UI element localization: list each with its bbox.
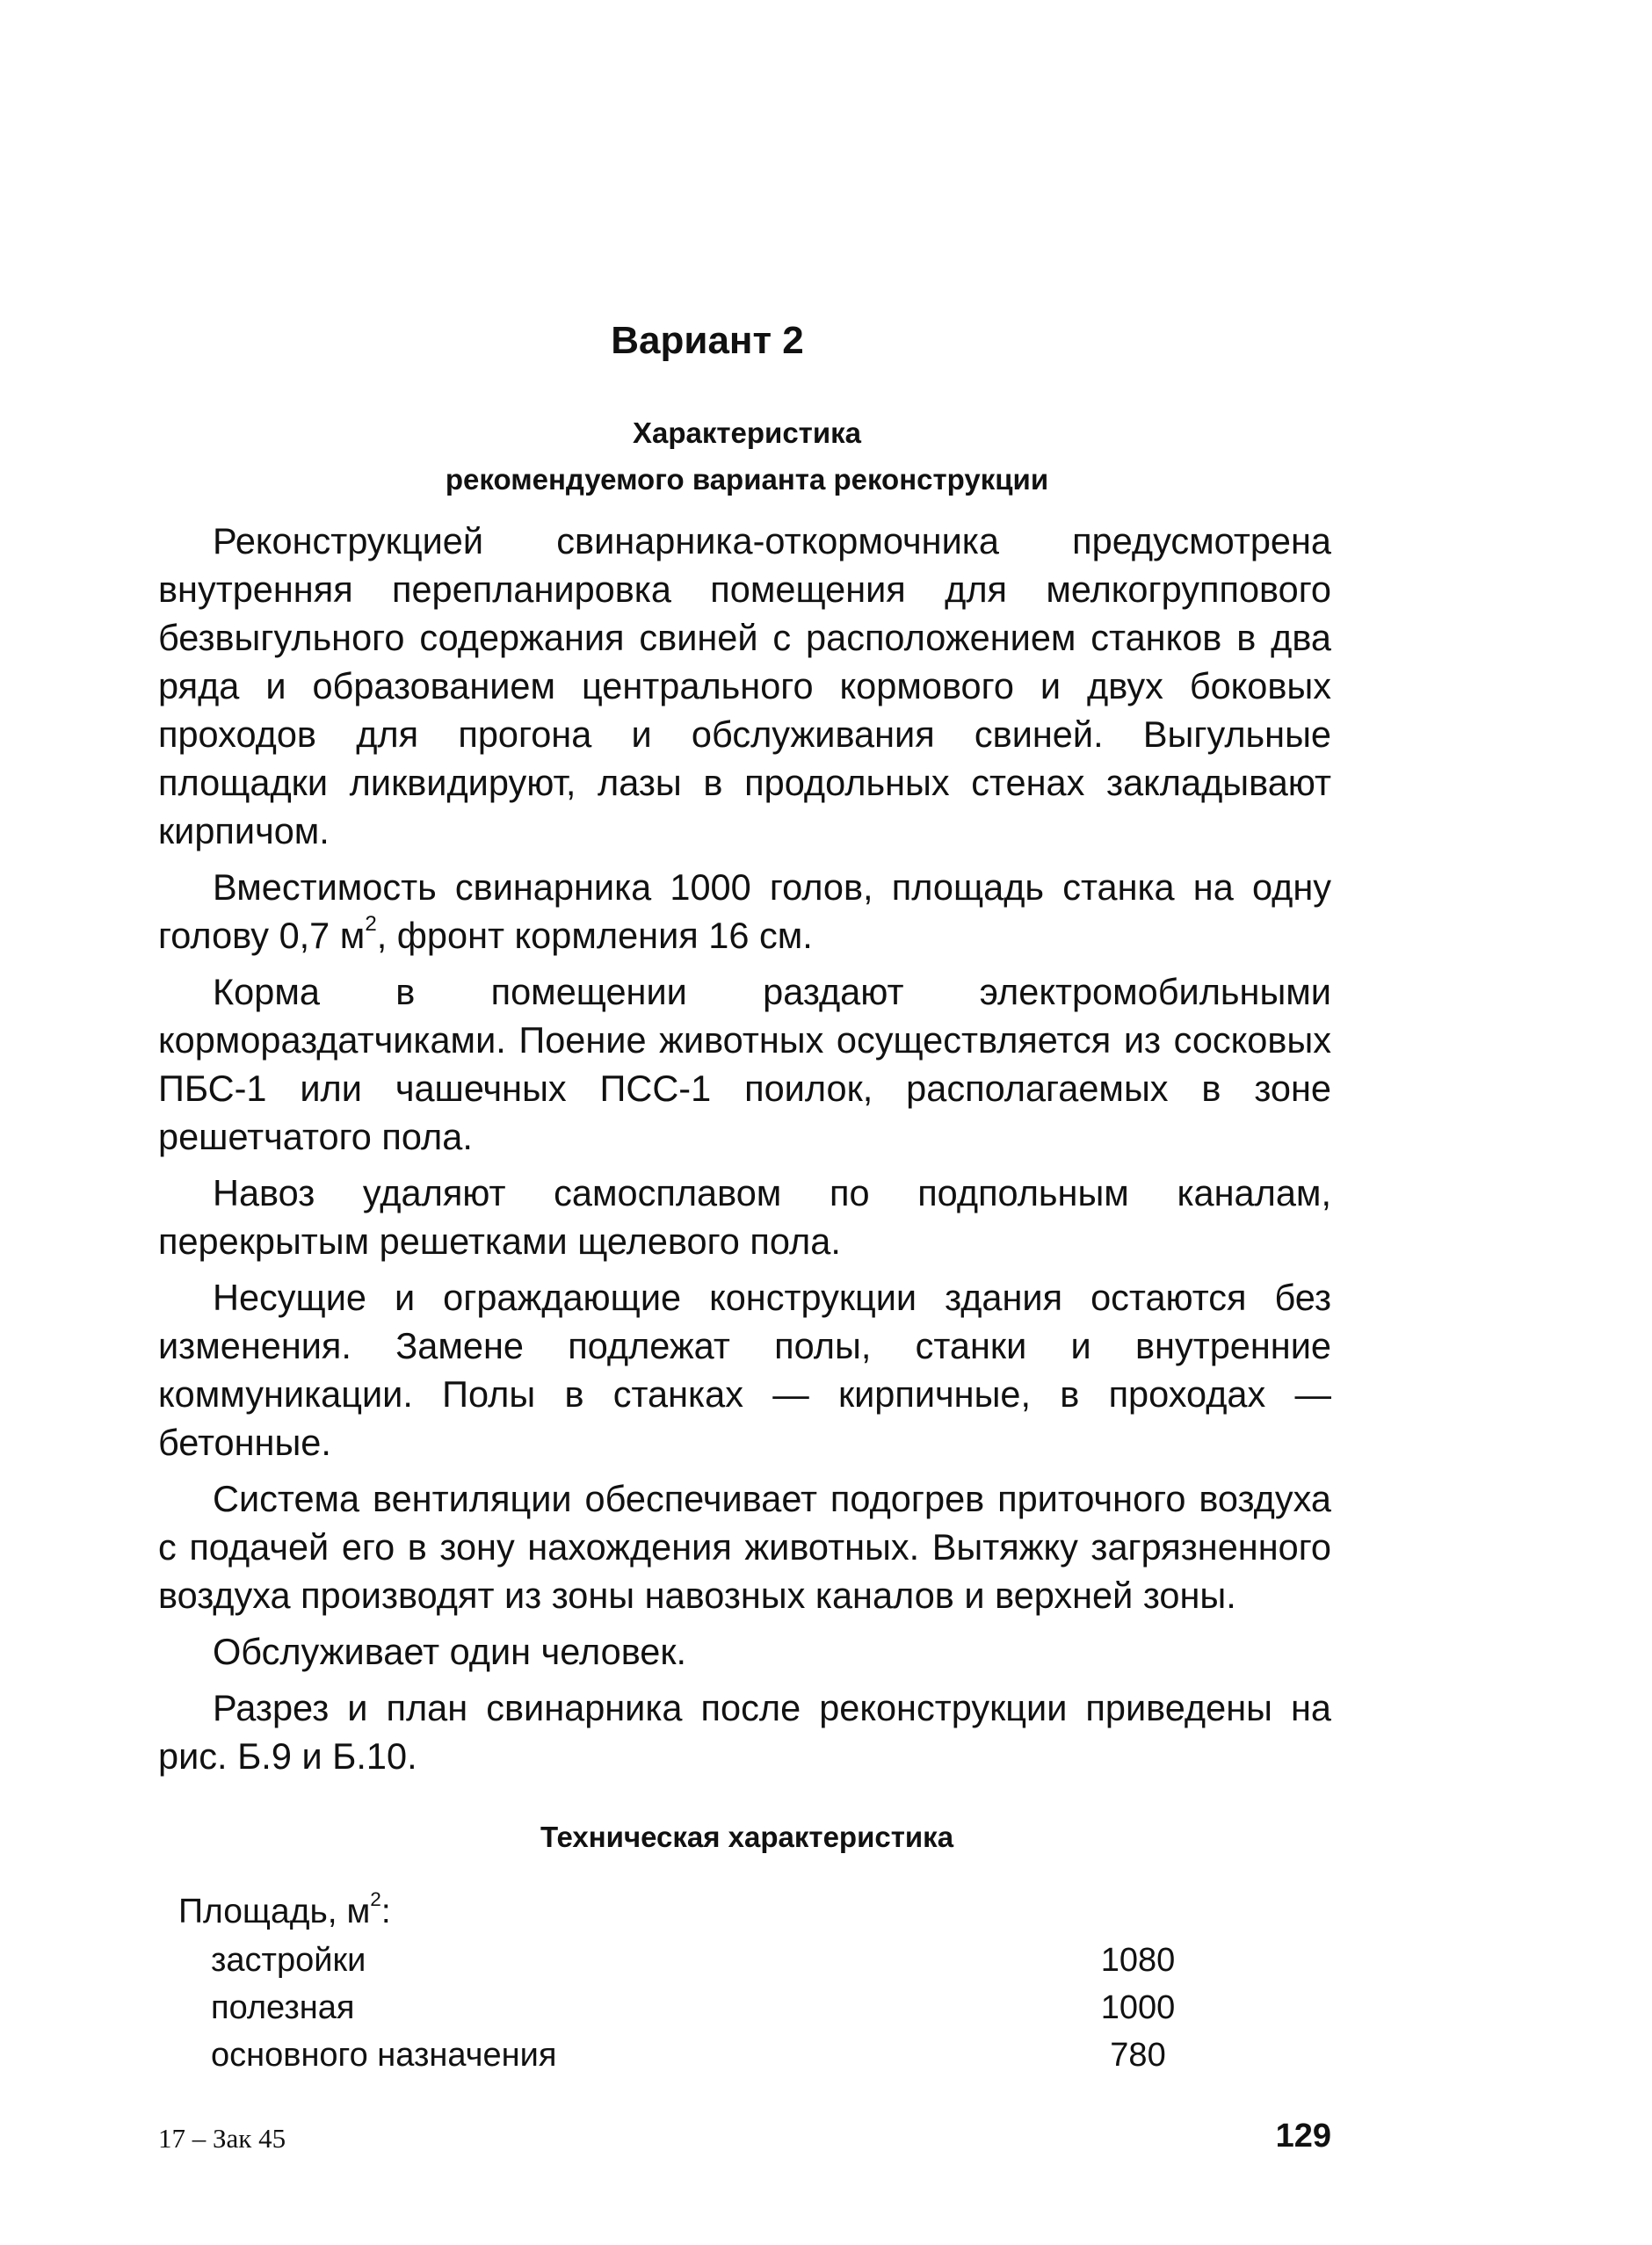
table-row (211, 2031, 1230, 2079)
paragraph-capacity (158, 863, 1331, 960)
paragraph-staff: Обслуживает один человек. (213, 1631, 687, 1672)
paragraph-ventilation: Система вентиляции обеспечивает подогрев приточного воздуха с подачей его в зону нахождения животных. Вытяжку загрязненного воздуха производят из зоны навозных каналов и верхней зоны. (158, 1478, 1331, 1616)
area-table (211, 1937, 1230, 2079)
capacity-text-end: , фронт кормления 16 см. (376, 915, 813, 956)
paragraph-reconstruction: Реконструкцией свинарника-откормочника предусмотрена внутренняя перепланировка помещения для мелкогруппового безвыгульного содержания свиней с расположением станков в два ряда и образованием центрального кормового и двух боковых проходов для прогона и обслуживания свиней. Выгульные площадки ликвидируют, лазы в продольных стенах закладывают кирпичом. (158, 520, 1331, 851)
body-text (158, 517, 1331, 1788)
area-row-value: 1000 (1100, 1988, 1176, 2026)
printer-signature: 17 – Зак 45 (158, 2123, 286, 2154)
section-title-line-2: рекомендуемого варианта реконструкции (445, 463, 1049, 496)
table-row (211, 1984, 1230, 2031)
paragraph-structures: Несущие и ограждающие конструкции здания остаются без изменения. Замене подлежат полы, станки и внутренние коммуникации. Полы в станках — кирпичные, в проходах — бетонные. (158, 1277, 1331, 1463)
page-number: 129 (1275, 2118, 1331, 2154)
area-unit-exponent: 2 (370, 1888, 381, 1911)
paragraph-feeding: Корма в помещении раздают электромобильными кормораздатчиками. Поение животных осуществляется из сосковых ПБС-1 или чашечных ПСС-1 поилок, располагаемых в зоне решетчатого пола. (158, 971, 1331, 1157)
variant-heading: Вариант 2 (611, 319, 804, 362)
area-label: Площадь, м (178, 1893, 371, 1930)
area-colon: : (380, 1893, 391, 1930)
paragraph-figures: Разрез и план свинарника после реконструкции приведены на рис. Б.9 и Б.10. (158, 1687, 1331, 1777)
area-row-label: основного назначения (211, 2036, 557, 2074)
capacity-unit-exponent: 2 (365, 912, 377, 937)
area-row-label: полезная (211, 1988, 355, 2026)
area-row-value: 1080 (1100, 1941, 1176, 1979)
area-row-label: застройки (211, 1941, 366, 1979)
paragraph-manure: Навоз удаляют самосплавом по подпольным каналам, перекрытым решетками щелевого пола. (158, 1172, 1331, 1262)
area-row-value: 780 (1110, 2036, 1166, 2074)
table-row (211, 1937, 1230, 1984)
tech-spec-title: Техническая характеристика (540, 1821, 954, 1853)
section-title (0, 409, 1494, 503)
area-header (178, 1889, 391, 1935)
capacity-text: Вместимость свинарника 1000 голов, площадь станка на одну голову 0,7 м (158, 866, 1331, 956)
section-title-line-1: Характеристика (632, 416, 862, 449)
